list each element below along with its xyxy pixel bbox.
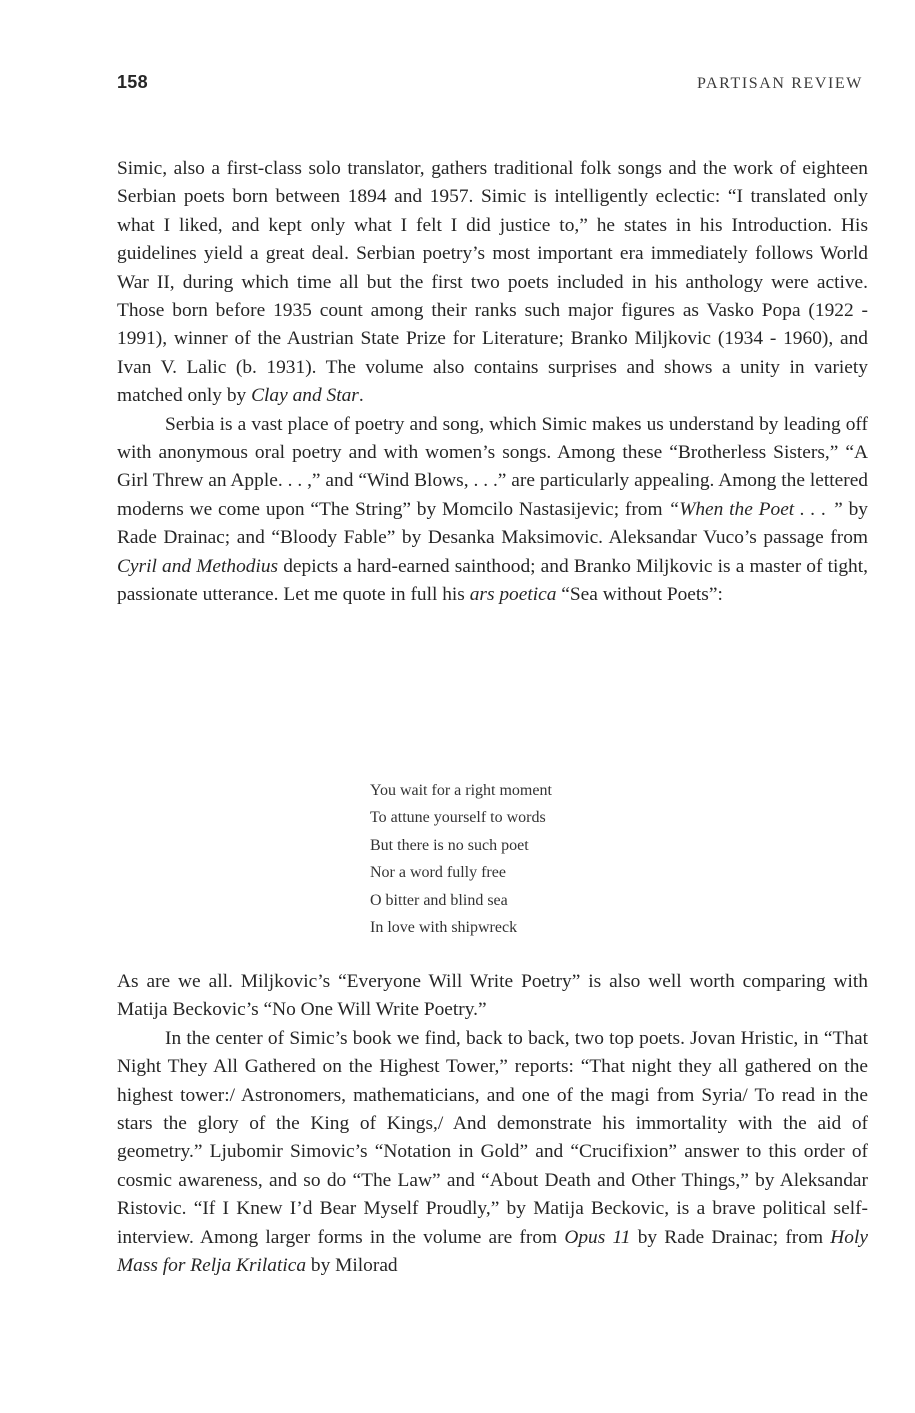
paragraph-3: As are we all. Miljkovic’s “Everyone Will Write Poetry” is also well worth comparing with Matija Beckovic’s “No One Will Write Poetry.” — [117, 971, 868, 1021]
poem-line: Nor a word fully free — [370, 864, 506, 882]
poem-block — [370, 777, 552, 941]
paragraph-4-part-1: In the center of Simic’s book we find, back to back, two top poets. Jovan Hristic, in “That Night They All Gathered on the Highest Tower,” reports: “That night they all gathered on the highest tower:/ Astronomers, mathematicians, and one of the magi from Syria/ To read in the stars the glory of the King of Kings,/ And demonstrate his immortality with the aid of geometry.” Ljubomir Simovic’s “Notation in Gold” and “Crucifixion” answer to this order of cosmic awareness, and so do “The Law” and “About Death and Other Things,” by Aleksandar Ristovic. “If I Knew I’d Bear Myself Proudly,” by Matija Beckovic, is a brave political self-interview. Among larger forms in the volume are from — [117, 1027, 868, 1248]
paragraph-4 — [117, 1025, 868, 1281]
poem-line: In love with shipwreck — [370, 919, 518, 937]
running-head: PARTISAN REVIEW — [696, 75, 863, 92]
paragraph-2 — [117, 411, 868, 610]
poem-line: But there is no such poet — [370, 836, 529, 854]
paragraph-4-part-3: by Milorad — [306, 1255, 398, 1277]
paragraph-2-part-2: by Rade Drainac; and “Bloody Fable” by Desanka Maksimovic. Aleksandar Vuco’s passage from — [117, 498, 868, 549]
paragraph-2-part-4: “Sea without Poets”: — [556, 584, 723, 606]
paragraph-1-title: Clay and Star — [251, 385, 359, 407]
paragraph-2-part-1: Serbia is a vast place of poetry and song, which Simic makes us understand by leading off with anonymous oral poetry and with women’s songs. Among these “Brotherless Sisters,” “A Girl Threw an Apple. . . ,” and “Wind Blows, . . .” are particularly appealing. Among the lettered moderns we come upon “The String” by Momcilo Nastasijevic; from — [117, 413, 868, 520]
paragraph-4-part-2: by Rade Drainac; from — [630, 1226, 831, 1248]
body-text-bottom — [117, 968, 868, 1280]
paragraph-1-end: . — [358, 385, 364, 407]
paragraph-2-italic-1: “When the Poet . . . ” — [668, 498, 843, 520]
poem-line: You wait for a right moment — [370, 782, 552, 799]
paragraph-2-italic-3: ars poetica — [469, 584, 557, 606]
paragraph-4-italic-2: Holy Mass for Relja Krilatica — [117, 1226, 868, 1277]
poem-line: To attune yourself to words — [370, 809, 546, 827]
paragraph-4-italic-1: Opus 11 — [564, 1226, 631, 1248]
paragraph-1-text: Simic, also a first-class solo translator, gathers traditional folk songs and the work of eighteen Serbian poets born between 1894 and 1957. Simic is intelligently eclectic: “I translated only what I liked, and kept only what I felt I did justice to,” he states in his Introduction. His guidelines yield a great deal. Serbian poetry’s most important era immediately follows World War II, during which time all but the first two poets included in his anthology were active. Those born before 1935 count among their ranks such major figures as Vasko Popa (1922 - 1991), winner of the Austrian State Prize for Literature; Branko Miljkovic (1934 - 1960), and Ivan V. Lalic (b. 1931). The volume also contains surprises and shows a unity in variety matched only by — [117, 158, 868, 407]
body-text-top — [117, 155, 868, 610]
paragraph-2-italic-2: Cyril and Methodius — [117, 555, 279, 577]
page-number: 158 — [117, 72, 148, 92]
paragraph-1 — [117, 155, 868, 411]
paragraph-2-part-3: depicts a hard-earned sainthood; and Branko Miljkovic is a master of tight, passionate utterance. Let me quote in full his — [117, 555, 868, 606]
poem-line: O bitter and blind sea — [370, 891, 508, 909]
